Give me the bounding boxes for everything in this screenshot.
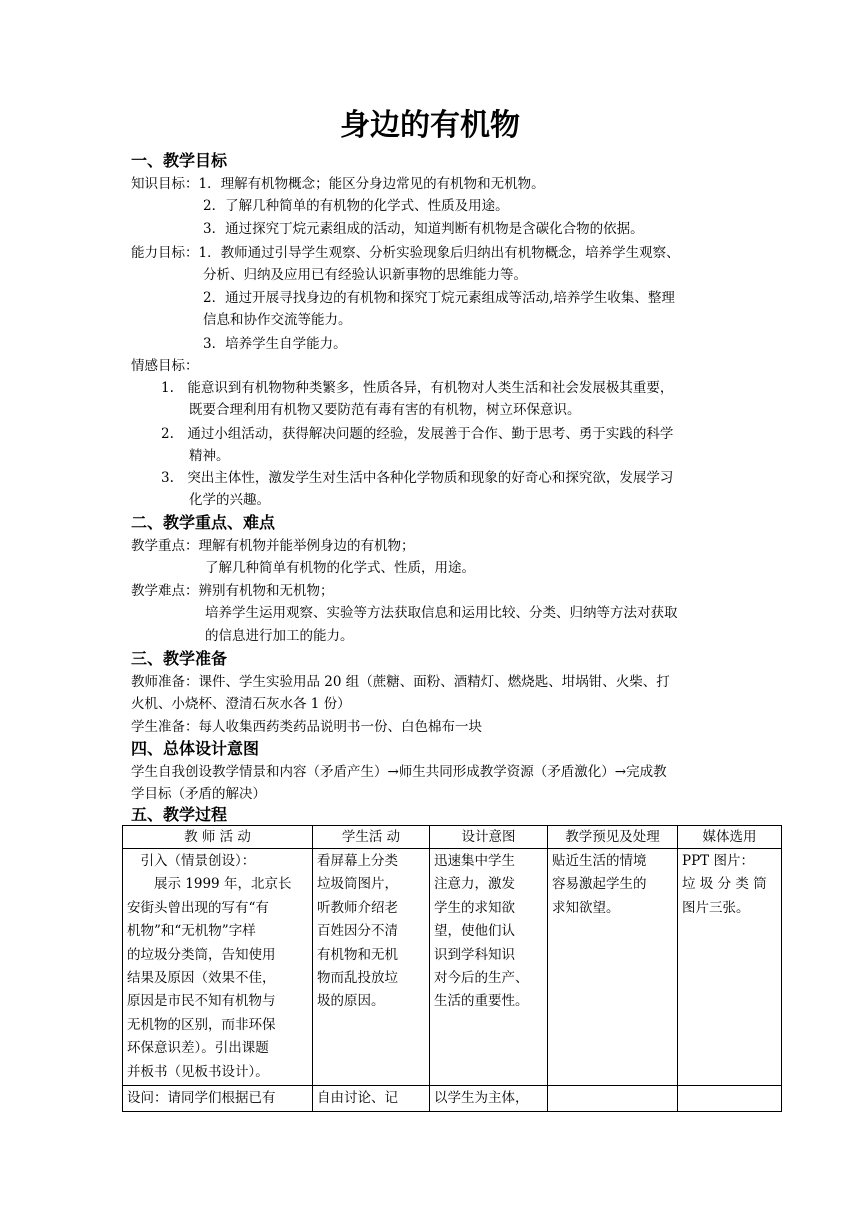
list-item-line: 化学的兴趣。 — [189, 492, 270, 508]
paragraph-line: 知识目标：1．理解有机物概念；能区分身边常见的有机物和无机物。 — [131, 176, 545, 192]
column-header-media: 媒体选用 — [678, 826, 782, 849]
cell-line: 引入（情景创设）： — [127, 853, 256, 869]
cell-design-intent — [430, 849, 548, 1086]
paragraph-line: 3．通过探究丁烷元素组成的活动，知道判断有机物是含碳化合物的依据。 — [203, 221, 644, 237]
cell-line: 学生的求知欲 — [434, 899, 515, 916]
cell-line: 无机物的区别，而非环保 — [127, 1016, 276, 1033]
section-heading-preparation: 三、教学准备 — [131, 649, 228, 668]
document-title: 身边的有机物 — [340, 108, 520, 143]
cell-line: 环保意识差）。引出课题 — [127, 1040, 269, 1057]
table-header-row — [123, 826, 782, 849]
cell-line: 安街头曾出现的写有“有 — [127, 899, 269, 916]
paragraph-line: 教学难点：辨别有机物和无机物； — [131, 583, 334, 599]
list-item-line: 既要合理利用有机物又要防范有毒有害的有机物，树立环保意识。 — [189, 402, 581, 418]
section-heading-objectives: 一、教学目标 — [131, 151, 228, 170]
cell-line: 有机物和无机 — [317, 946, 398, 963]
cell-line: 结果及原因（效果不佳， — [127, 970, 276, 987]
paragraph-line: 信息和协作交流等能力。 — [203, 312, 352, 328]
cell-line: 原因是市民不知有机物与 — [127, 993, 276, 1010]
cell-line: 机物”和“无机物”字样 — [127, 923, 256, 940]
cell-line: 圾的原因。 — [317, 993, 385, 1010]
cell-line: 求知欲望。 — [552, 899, 620, 916]
cell-line: 对今后的生产、 — [434, 970, 529, 987]
paragraph-line: 学生自我创设教学情景和内容（矛盾产生）→师生共同形成教学资源（矛盾激化）→完成教 — [131, 764, 667, 780]
column-header-intent: 设计意图 — [430, 826, 548, 849]
paragraph-line: 教师准备：课件、学生实验用品 20 组（蔗糖、面粉、酒精灯、燃烧匙、坩埚钳、火柴、打 — [131, 674, 670, 690]
section-heading-key-points: 二、教学重点、难点 — [131, 513, 276, 532]
paragraph-line: 火机、小烧杯、澄清石灰水各 1 份） — [131, 696, 351, 712]
cell-line: 听教师介绍老 — [317, 899, 398, 916]
cell-line: 百姓因分不清 — [317, 923, 398, 940]
column-header-student: 学生活 动 — [313, 826, 430, 849]
column-header-teacher: 教 师 活 动 — [123, 826, 313, 849]
paragraph-line: 3．培养学生自学能力。 — [203, 336, 347, 352]
cell-line: 垃 圾 分 类 筒 — [682, 876, 767, 893]
paragraph-line: 2．了解几种简单的有机物的化学式、性质及用途。 — [203, 198, 509, 214]
cell-line: 迅速集中学生 — [434, 853, 515, 869]
teaching-process-table — [122, 825, 782, 1112]
cell-design-intent: 以学生为主体， — [430, 1086, 548, 1112]
list-item-line: 精神。 — [189, 448, 230, 464]
paragraph-line: 的信息进行加工的能力。 — [205, 628, 354, 644]
cell-prediction — [548, 1086, 678, 1112]
paragraph-line: 学生准备：每人收集西药类药品说明书一份、白色棉布一块 — [131, 719, 482, 735]
cell-line: 的垃圾分类筒，告知使用 — [127, 946, 276, 963]
cell-line: 物而乱投放垃 — [317, 970, 398, 987]
list-item-line: 3. 突出主体性，激发学生对生活中各种化学物质和现象的好奇心和探究欲，发展学习 — [161, 470, 674, 486]
list-item-line: 2. 通过小组活动，获得解决问题的经验，发展善于合作、勤于思考、勇于实践的科学 — [161, 426, 674, 442]
cell-teacher-activity — [123, 849, 313, 1086]
cell-prediction — [548, 849, 678, 1086]
section-heading-design-intent: 四、总体设计意图 — [131, 739, 260, 758]
cell-line: 看屏幕上分类 — [317, 853, 398, 869]
column-header-prediction: 教学预见及处理 — [548, 826, 678, 849]
cell-line: 图片三张。 — [682, 899, 750, 916]
paragraph-line: 教学重点：理解有机物并能举例身边的有机物； — [131, 538, 415, 554]
cell-line: 容易激起学生的 — [552, 876, 647, 893]
cell-line: 展示 1999 年，北京长 — [127, 876, 292, 893]
paragraph-line: 学目标（矛盾的解决） — [131, 786, 266, 802]
paragraph-line: 能力目标：1．教师通过引导学生观察、分析实验现象后归纳出有机物概念，培养学生观察、 — [131, 245, 680, 261]
paragraph-line: 分析、归纳及应用已有经验认识新事物的思维能力等。 — [203, 267, 527, 283]
section-heading-process: 五、教学过程 — [131, 805, 228, 824]
paragraph-line: 情感目标： — [131, 358, 199, 374]
cell-media — [678, 1086, 782, 1112]
cell-media — [678, 849, 782, 1086]
paragraph-line: 2．通过开展寻找身边的有机物和探究丁烷元素组成等活动,培养学生收集、整理 — [203, 290, 675, 306]
cell-line: 注意力，激发 — [434, 876, 515, 893]
cell-line: 贴近生活的情境 — [552, 853, 647, 869]
cell-line: 并板书（见板书设计）。 — [127, 1063, 269, 1080]
table-row — [123, 849, 782, 1086]
cell-line: 望，使他们认 — [434, 923, 515, 940]
paragraph-line: 了解几种简单有机物的化学式、性质，用途。 — [205, 560, 475, 576]
cell-student-activity: 自由讨论、记 — [313, 1086, 430, 1112]
cell-line: 识到学科知识 — [434, 946, 515, 963]
cell-student-activity — [313, 849, 430, 1086]
table-row — [123, 1086, 782, 1112]
paragraph-line: 培养学生运用观察、实验等方法获取信息和运用比较、分类、归纳等方法对获取 — [205, 605, 678, 621]
cell-line: 垃圾筒图片， — [317, 876, 398, 893]
cell-teacher-activity: 设问：请同学们根据已有 — [123, 1086, 313, 1112]
cell-line: PPT 图片： — [682, 853, 754, 869]
list-item-line: 1. 能意识到有机物物种类繁多，性质各异，有机物对人类生活和社会发展极其重要， — [161, 380, 674, 396]
cell-line: 生活的重要性。 — [434, 993, 529, 1010]
